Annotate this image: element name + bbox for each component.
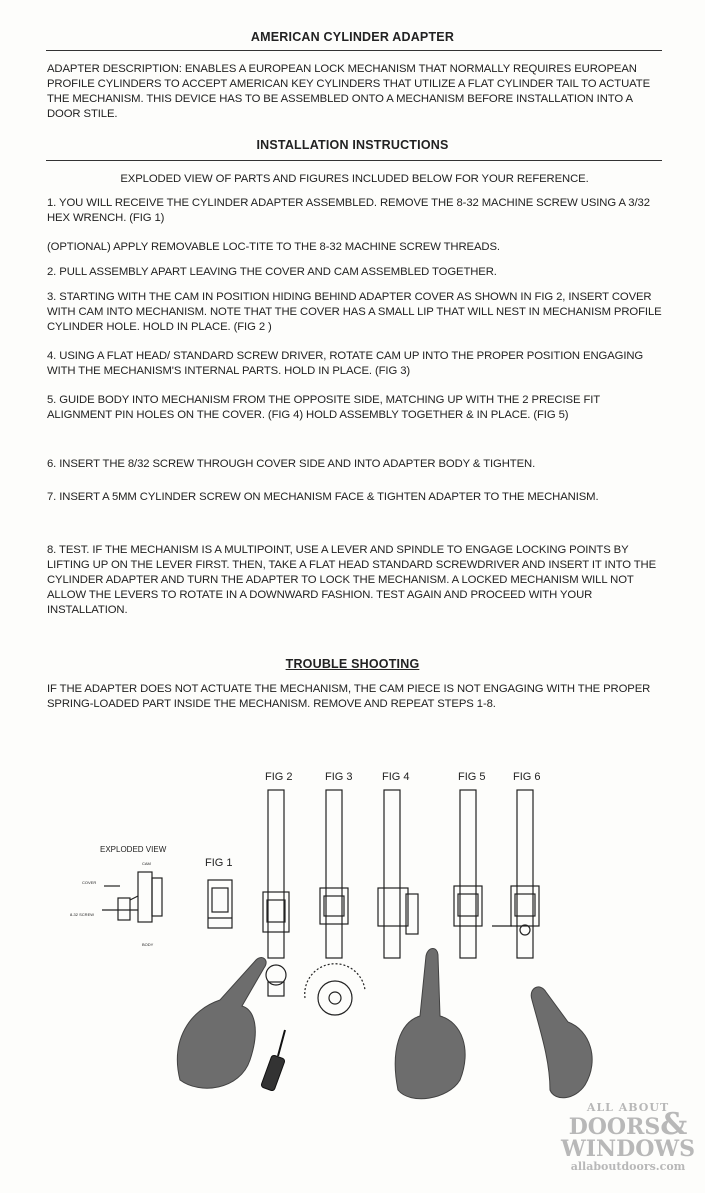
company-logo	[561, 1101, 695, 1173]
trouble-heading: TROUBLE SHOOTING	[285, 657, 420, 671]
hand-left	[177, 958, 266, 1089]
fig5-label: FIG 5	[458, 771, 486, 783]
intro-text: EXPLODED VIEW OF PARTS AND FIGURES INCLUDED BELOW FOR YOUR REFERENCE.	[120, 173, 589, 185]
step-5: 5. GUIDE BODY INTO MECHANISM FROM THE OPPOSITE SIDE, MATCHING UP WITH THE 2 PRECISE FIT ALIGNMENT PIN HOLES ON THE COVER. (FIG 4) HOLD ASSEMBLY TOGETHER & IN PLACE. (FIG 5)	[47, 394, 600, 421]
step-7: 7. INSERT A 5MM CYLINDER SCREW ON MECHANISM FACE & TIGHTEN ADAPTER TO THE MECHANISM.	[47, 491, 599, 503]
fig2-drawing	[263, 790, 289, 996]
fig3-drawing	[305, 790, 365, 1015]
logo-url: allaboutdoors.com	[570, 1160, 686, 1173]
fig6-drawing	[492, 790, 539, 958]
logo-ampersand: &	[660, 1107, 688, 1142]
step-4: 4. USING A FLAT HEAD/ STANDARD SCREW DRIVER, ROTATE CAM UP INTO THE PROPER POSITION ENGAGING WITH THE MECHANISM'S INTERNAL PARTS. HOLD IN PLACE. (FIG 3)	[47, 350, 644, 377]
hand-right	[531, 987, 592, 1098]
fig4-label: FIG 4	[382, 771, 410, 783]
trouble-text: IF THE ADAPTER DOES NOT ACTUATE THE MECHANISM, THE CAM PIECE IS NOT ENGAGING WITH THE PROPER SPRING-LOADED PART INSIDE THE MECHANISM. REMOVE AND REPEAT STEPS 1-8.	[47, 683, 651, 710]
cam-label: CAM	[142, 861, 151, 866]
fig4-drawing	[378, 790, 418, 958]
fig5-drawing	[454, 790, 482, 958]
logo-doors: DOORS	[568, 1114, 661, 1140]
fig1-drawing	[208, 880, 232, 928]
fig3-label: FIG 3	[325, 771, 353, 783]
adapter-description: ADAPTER DESCRIPTION: ENABLES A EUROPEAN LOCK MECHANISM THAT NORMALLY REQUIRES EUROPEAN PROFILE CYLINDERS TO ACCEPT AMERICAN KEY CYLINDERS THAT UTILIZE A FLAT CYLINDER TAIL TO ACTUATE THE MECHANISM. THIS DEVICE HAS TO BE ASSEMBLED ONTO A MECHANISM BEFORE INSTALLATION INTO A DOOR STILE.	[47, 63, 651, 120]
figures-illustration	[70, 760, 640, 1100]
body-label: BODY	[142, 942, 154, 947]
screw-label: 8-32 SCREW	[70, 912, 95, 917]
screwdriver	[261, 1030, 286, 1091]
cover-label: COVER	[82, 880, 97, 885]
logo-line1: ALL ABOUT	[586, 1101, 670, 1114]
exploded-view-drawing	[102, 872, 162, 922]
hand-middle	[395, 949, 465, 1099]
title-rule	[46, 50, 662, 51]
step-3: 3. STARTING WITH THE CAM IN POSITION HIDING BEHIND ADAPTER COVER AS SHOWN IN FIG 2, INSERT COVER WITH CAM INTO MECHANISM. NOTE THAT THE COVER HAS A SMALL LIP THAT WILL NEST IN MECHANISM PROFILE CYLINDER HOLE. HOLD IN PLACE. (FIG 2 )	[47, 291, 662, 333]
fig1-label: FIG 1	[205, 857, 233, 869]
installation-heading: INSTALLATION INSTRUCTIONS	[256, 138, 449, 152]
document-title: AMERICAN CYLINDER ADAPTER	[250, 30, 455, 44]
exploded-view-label: EXPLODED VIEW	[100, 845, 167, 854]
step-optional: (OPTIONAL) APPLY REMOVABLE LOC-TITE TO THE 8-32 MACHINE SCREW THREADS.	[47, 241, 500, 253]
step-8: 8. TEST. IF THE MECHANISM IS A MULTIPOINT, USE A LEVER AND SPINDLE TO ENGAGE LOCKING POINTS BY LIFTING UP ON THE LEVER FIRST. THEN, TAKE A FLAT HEAD STANDARD SCREWDRIVER AND INSERT IT INTO THE CYLINDER ADAPTER AND TURN THE ADAPTER TO LOCK THE MECHANISM. A LOCKED MECHANISM WILL NOT ALLOW THE LEVERS TO ROTATE IN A DOWNWARD FASHION. TEST AGAIN AND PROCEED WITH YOUR INSTALLATION.	[47, 544, 657, 616]
installation-rule	[46, 160, 662, 161]
step-6: 6. INSERT THE 8/32 SCREW THROUGH COVER SIDE AND INTO ADAPTER BODY & TIGHTEN.	[47, 458, 536, 470]
step-2: 2. PULL ASSEMBLY APART LEAVING THE COVER AND CAM ASSEMBLED TOGETHER.	[47, 266, 497, 278]
fig6-label: FIG 6	[513, 771, 541, 783]
step-1: 1. YOU WILL RECEIVE THE CYLINDER ADAPTER ASSEMBLED. REMOVE THE 8-32 MACHINE SCREW USING A 3/32 HEX WRENCH. (FIG 1)	[47, 197, 650, 224]
logo-windows: WINDOWS	[561, 1136, 695, 1162]
fig2-label: FIG 2	[265, 771, 293, 783]
